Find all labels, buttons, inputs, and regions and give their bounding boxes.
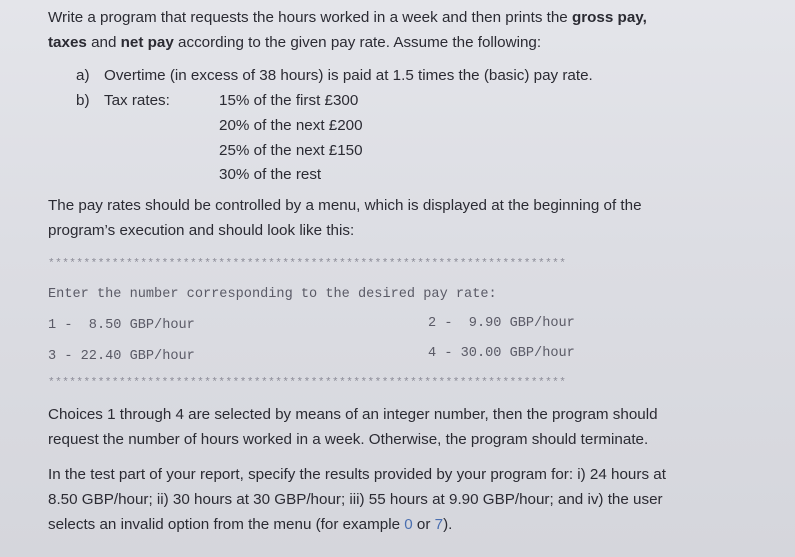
test-line-3 bbox=[48, 515, 452, 535]
menu-intro-text: The pay rates should be controlled by a menu, which is displayed at the beginning of the bbox=[48, 197, 642, 214]
choices-line-2: request the number of hours worked in a week. Otherwise, the program should terminate. bbox=[48, 431, 649, 448]
tax-rate-3: 25% of the next £150 bbox=[219, 142, 363, 159]
intro-text: and bbox=[86, 34, 121, 51]
tax-rate-4: 30% of the rest bbox=[219, 166, 322, 183]
assumption-a-text: Overtime (in excess of 38 hours) is paid at 1.5 times the (basic) pay rate. bbox=[104, 67, 593, 84]
menu-divider-top: ************************************************************************* bbox=[48, 258, 567, 270]
invalid-option-0: 0 bbox=[404, 516, 413, 533]
menu-prompt: Enter the number corresponding to the desired pay rate: bbox=[48, 287, 497, 302]
tax-rate-2: 20% of the next £200 bbox=[219, 117, 363, 134]
menu-intro-line-1 bbox=[48, 196, 729, 216]
intro-bold-taxes: taxes bbox=[48, 34, 87, 51]
intro-text: according to the given pay rate. Assume the following: bbox=[173, 34, 542, 51]
test-text: or bbox=[412, 516, 435, 533]
intro-text: Write a program that requests the hours worked in a week and then prints the bbox=[48, 9, 572, 26]
test-text: ). bbox=[443, 516, 453, 533]
invalid-option-7: 7 bbox=[434, 516, 444, 533]
menu-intro-line-2: program’s execution and should look like this: bbox=[48, 222, 355, 239]
intro-bold-gross-pay: gross pay, bbox=[571, 9, 647, 26]
tax-rate-1: 15% of the first £300 bbox=[219, 92, 359, 109]
intro-line-2 bbox=[48, 33, 541, 53]
intro-line-1 bbox=[48, 8, 741, 28]
assumption-b-marker: b) bbox=[76, 92, 90, 109]
menu-option-2: 2 - 9.90 GBP/hour bbox=[428, 316, 575, 331]
test-text: selects an invalid option from the menu (for example bbox=[48, 516, 405, 533]
intro-bold-net-pay: net pay bbox=[120, 34, 174, 51]
menu-option-1: 1 - 8.50 GBP/hour bbox=[48, 318, 195, 333]
menu-divider-bottom: ************************************************************************* bbox=[48, 377, 567, 389]
test-line-1: In the test part of your report, specify the results provided by your program for: i) 24 hours at bbox=[48, 466, 666, 483]
menu-option-4: 4 - 30.00 GBP/hour bbox=[428, 346, 575, 361]
assumption-a-marker: a) bbox=[76, 67, 90, 84]
choices-line-1: Choices 1 through 4 are selected by means of an integer number, then the program should bbox=[48, 406, 658, 423]
menu-option-3: 3 - 22.40 GBP/hour bbox=[48, 349, 195, 364]
test-line-2: 8.50 GBP/hour; ii) 30 hours at 30 GBP/hour; iii) 55 hours at 9.90 GBP/hour; and iv) the user bbox=[48, 491, 663, 508]
tax-rates-label: Tax rates: bbox=[104, 92, 170, 109]
